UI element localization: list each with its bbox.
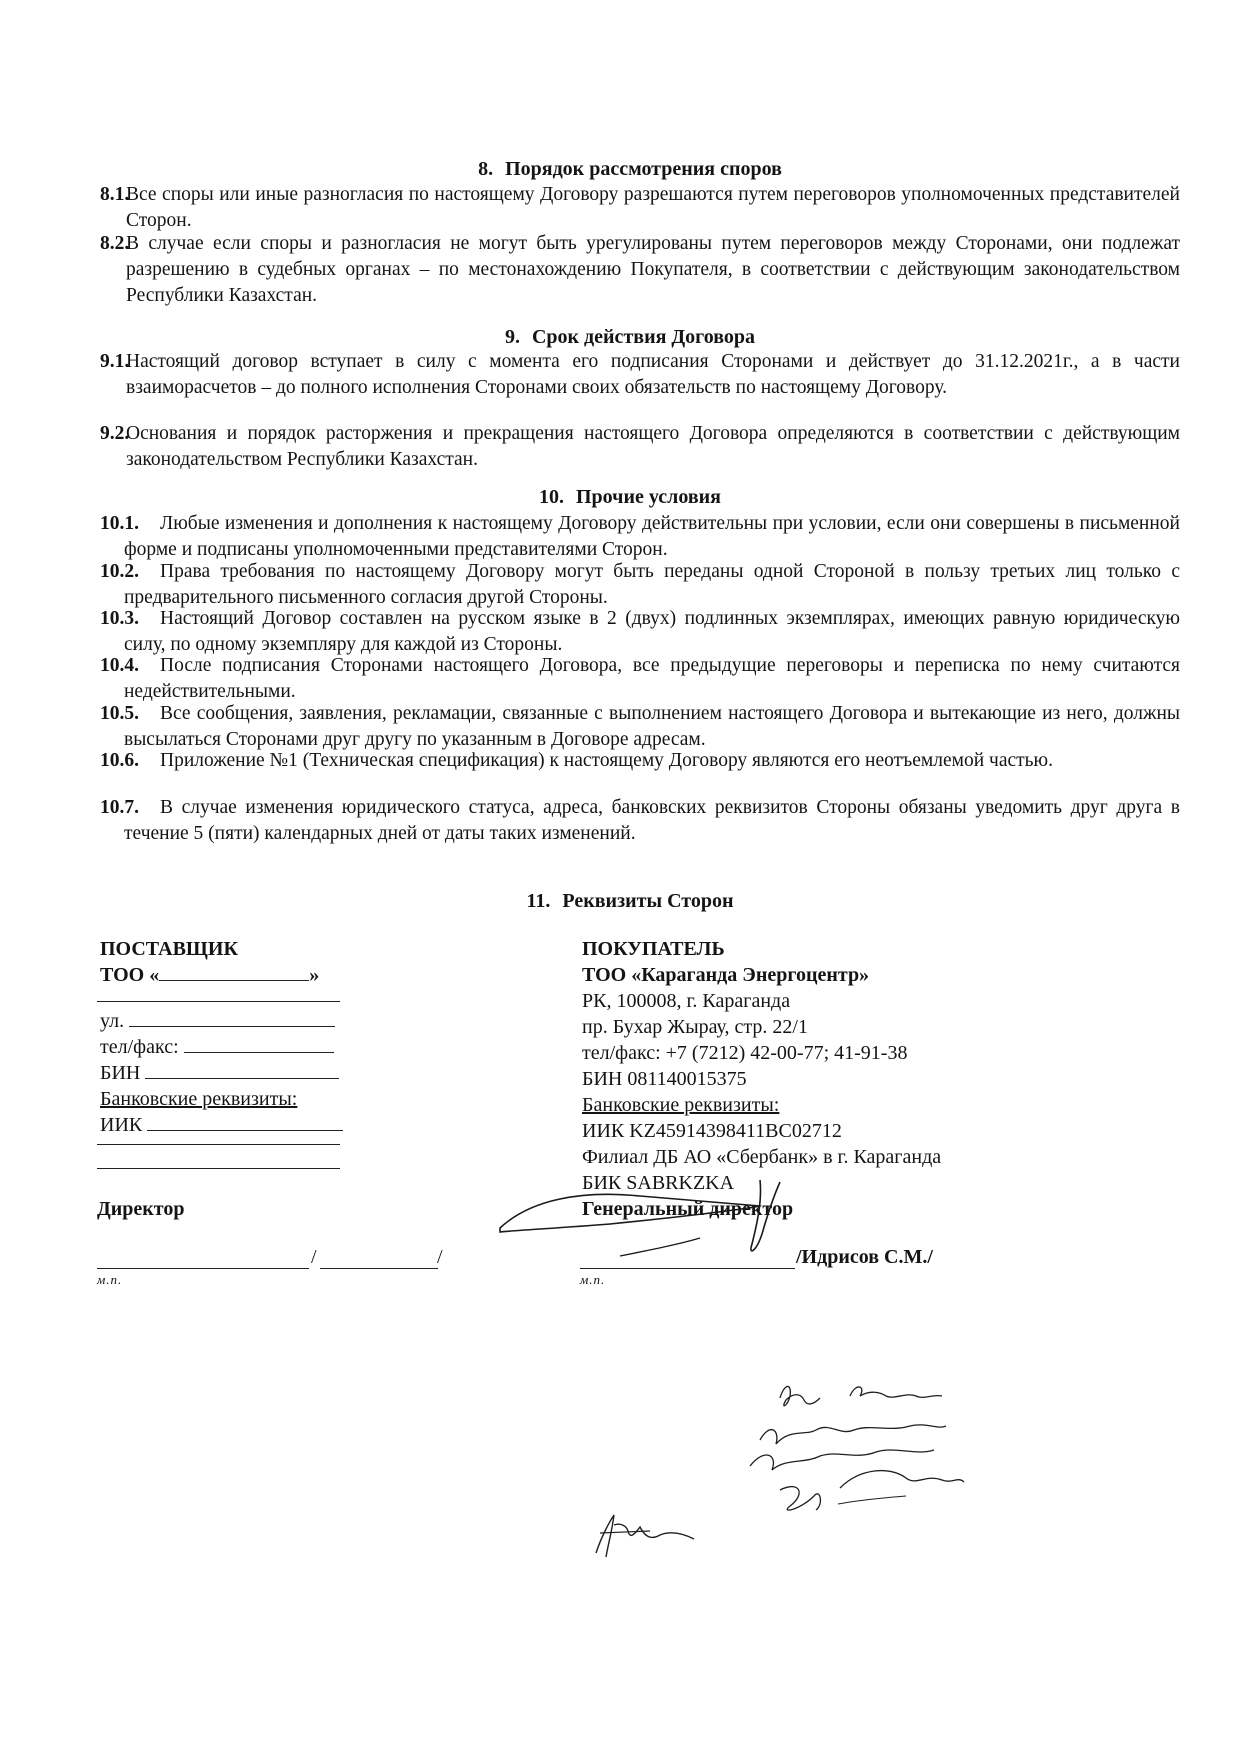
supplier-iik: ИИК (100, 1112, 400, 1138)
clause-10-2: 10.2. Права требования по настоящему Договору могут быть переданы одной Стороной в пользу третьих лиц только с предварительного письменного согласия другой Стороны. (100, 561, 1180, 608)
supplier-street: ул. (100, 1008, 400, 1034)
company-name-blank (159, 962, 309, 981)
section-8-heading: 8. Порядок рассмотрения споров (478, 158, 782, 180)
clause-10-4: 10.4. После подписания Сторонами настоящего Договора, все предыдущие переговоры и переписка по нему считаются недействительными. (100, 655, 1180, 702)
section-11-heading: 11. Реквизиты Сторон (526, 890, 734, 912)
supplier-details (100, 936, 400, 988)
supplier-phone: тел/факс: (100, 1034, 400, 1060)
section-10-heading: 10. Прочие условия (539, 486, 721, 508)
section-9-heading: 9. Срок действия Договора (504, 326, 756, 348)
clause-9-1: 9.1. Настоящий договор вступает в силу с момента его подписания Сторонами и действует до 31.12.2021г., а в части взаиморасчетов – до полного исполнения Сторонами своих обязательств по настоящему Договору. (100, 351, 1180, 398)
buyer-address-2: пр. Бухар Жырау, стр. 22/1 (582, 1016, 808, 1038)
supplier-signature-line (97, 1268, 309, 1269)
buyer-bik: БИК SABRKZKA (582, 1172, 735, 1194)
supplier-blank-line-2 (97, 1144, 340, 1145)
buyer-details (582, 936, 1062, 1196)
buyer-company: ТОО «Караганда Энергоцентр» (582, 964, 870, 986)
supplier-slash: / (311, 1246, 317, 1268)
supplier-contacts (100, 1008, 400, 1138)
supplier-director-label: Директор (97, 1198, 185, 1220)
buyer-bin: БИН 081140015375 (582, 1068, 747, 1090)
clause-10-6: 10.6. Приложение №1 (Техническая спецификация) к настоящему Договору являются его неотъемлемой частью. (100, 750, 1053, 771)
supplier-blank-line-1 (97, 1001, 340, 1002)
clause-8-1: 8.1. Все споры или иные разногласия по настоящему Договору разрешаются путем переговоров уполномоченных представителей Сторон. (100, 184, 1180, 231)
supplier-slash-end: / (437, 1246, 443, 1268)
clause-10-3: 10.3. Настоящий Договор составлен на русском языке в 2 (двух) подлинных экземплярах, имеющих равную юридическую силу, по одному экземпляру для каждой из Стороны. (100, 608, 1180, 655)
supplier-name-line (320, 1268, 438, 1269)
buyer-stamp-mark: м.п. (580, 1272, 606, 1287)
initials-signature (590, 1505, 700, 1565)
approval-signatures (720, 1370, 990, 1560)
buyer-signatory: /Идрисов С.М./ (796, 1246, 933, 1268)
buyer-director-label: Генеральный директор (582, 1198, 794, 1220)
buyer-iik: ИИК KZ45914398411BC02712 (582, 1120, 842, 1142)
supplier-blank-line-3 (97, 1168, 340, 1169)
supplier-bin: БИН (100, 1060, 400, 1086)
clause-8-2: 8.2. В случае если споры и разногласия не могут быть урегулированы путем переговоров между Сторонами, они подлежат разрешению в судебных органах – по местонахождению Покупателя, в соответствии с действующим законодательством Республики Казахстан. (100, 233, 1180, 306)
buyer-phone: тел/факс: +7 (7212) 42-00-77; 41-91-38 (582, 1042, 908, 1064)
supplier-stamp-mark: м.п. (97, 1272, 123, 1287)
clause-9-2: 9.2. Основания и порядок расторжения и прекращения настоящего Договора определяются в соответствии с действующим законодательством Республики Казахстан. (100, 423, 1180, 470)
supplier-company: ТОО « » (100, 964, 320, 986)
director-signature (490, 1160, 810, 1270)
buyer-role: ПОКУПАТЕЛЬ (582, 938, 725, 960)
buyer-bank-name: Филиал ДБ АО «Сбербанк» в г. Караганда (582, 1146, 942, 1168)
clause-10-5: 10.5. Все сообщения, заявления, рекламации, связанные с выполнением настоящего Договора и вытекающие из него, должны высылаться Сторонами друг другу по указанным в Договоре адресам. (100, 703, 1180, 750)
clause-10-7: 10.7. В случае изменения юридического статуса, адреса, банковских реквизитов Стороны обязаны уведомить друг друга в течение 5 (пяти) календарных дней от даты таких изменений. (100, 797, 1180, 844)
supplier-bank-label: Банковские реквизиты: (100, 1088, 298, 1110)
buyer-address-1: РК, 100008, г. Караганда (582, 990, 791, 1012)
supplier-role: ПОСТАВЩИК (100, 938, 238, 960)
clause-10-1: 10.1. Любые изменения и дополнения к настоящему Договору действительны при условии, если они совершены в письменной форме и подписаны уполномоченными представителями Сторон. (100, 513, 1180, 560)
buyer-bank-label: Банковские реквизиты: (582, 1094, 780, 1116)
